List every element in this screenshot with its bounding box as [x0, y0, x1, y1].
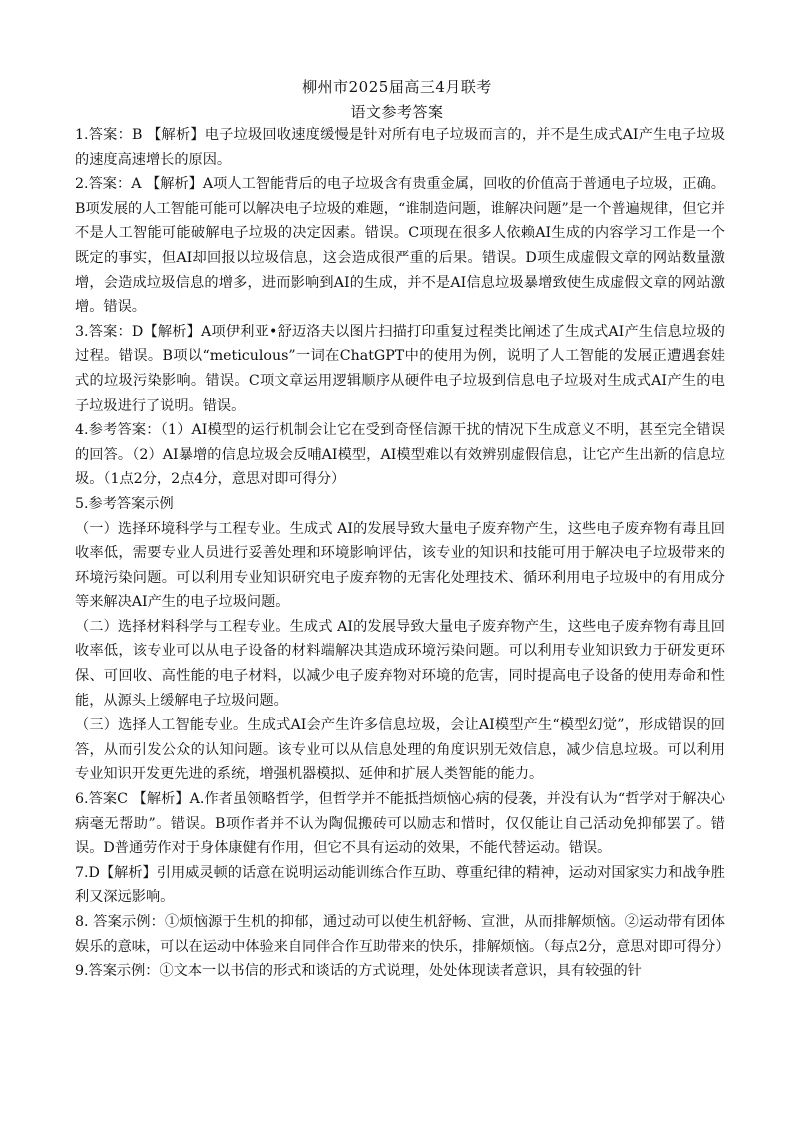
page-subtitle: 语文参考答案: [350, 103, 444, 121]
answer-6: 6.答案C 【解析】A.作者虽领略哲学，但哲学并不能抵挡烦恼心病的侵袭，并没有认为“哲学对于解决心病毫无帮助”。错误。B项作者并不认为陶侃搬砖可以励志和惜时，仅仅能让自己活动免抑郁罢了。错误。D普通劳作对于身体康健有作用，但它不具有运动的效果，不能代替运动。错误。: [75, 791, 725, 857]
answer-body: [75, 123, 730, 984]
page-title: 柳州市2025届高三4月联考: [302, 78, 492, 96]
answer-9: 9.答案示例：①文本一以书信的形式和谈话的方式说理，处处体现读者意识，具有较强的针: [75, 963, 642, 980]
answer-1: 1.答案：B 【解析】电子垃圾回收速度缓慢是针对所有电子垃圾而言的，并不是生成式AI产生电子垃圾的速度高速增长的原因。: [75, 127, 725, 168]
answer-4: 4.参考答案：（1）AI模型的运行机制会让它在受到奇怪信源干扰的情况下生成意义不明，甚至完全错误的回答。（2）AI暴增的信息垃圾会反哺AI模型，AI模型难以有效辨别虚假信息，让它产生出新的信息垃圾。（1点2分，2点4分，意思对即可得分）: [75, 422, 725, 488]
answer-3: 3.答案：D【解析】A项伊利亚•舒迈洛夫以图片扫描打印重复过程类比阐述了生成式AI产生信息垃圾的过程。错误。B项以“meticulous”一词在ChatGPT中的使用为例，说明了人工智能的发展正遭遇套娃式的垃圾污染影响。错误。C项文章运用逻辑顺序从硬件电子垃圾到信息电子垃圾对生成式AI产生的电子垃圾进行了说明。错误。: [75, 323, 725, 414]
answer-2: 2.答案：A 【解析】A项人工智能背后的电子垃圾含有贵重金属，回收的价值高于普通电子垃圾，正确。B项发展的人工智能可能可以解决电子垃圾的难题，“谁制造问题，谁解决问题”是一个普遍规律，但它并不是人工智能可能破解电子垃圾的决定因素。错误。C项现在很多人依赖AI生成的内容学习工作是一个既定的事实，但AI却回报以垃圾信息，这会造成很严重的后果。错误。D项生成虚假文章的网站数量激增，会造成垃圾信息的增多，进而影响到AI的生成，并不是AI信息垃圾暴增致使生成虚假文章的网站激增。错误。: [75, 176, 725, 316]
answer-5-option-1: （一）选择环境科学与工程专业。生成式 AI的发展导致大量电子废弃物产生，这些电子废弃物有毒且回收率低，需要专业人员进行妥善处理和环境影响评估，该专业的知识和技能可用于解决电子垃圾带来的环境污染问题。可以利用专业知识研究电子废弃物的无害化处理技术、循环利用电子垃圾中的有用成分等来解决AI产生的电子垃圾问题。: [75, 520, 725, 611]
answer-5-option-3: （三）选择人工智能专业。生成式AI会产生许多信息垃圾，会让AI模型产生“模型幻觉”，形成错误的回答，从而引发公众的认知问题。该专业可以从信息处理的角度识别无效信息，减少信息垃圾。可以利用专业知识开发更先进的系统，增强机器模拟、延伸和扩展人类智能的能力。: [75, 717, 725, 783]
answer-5-heading: 5.参考答案示例: [75, 495, 174, 512]
answer-7: 7.D【解析】引用威灵顿的话意在说明运动能训练合作互助、尊重纪律的精神，运动对国家实力和战争胜利又深远影响。: [75, 864, 725, 906]
answer-8: 8. 答案示例：①烦恼源于生机的抑郁，通过动可以使生机舒畅、宣泄，从而排解烦恼。②运动带有团体娱乐的意味，可以在运动中体验来自同伴合作互助带来的快乐，排解烦恼。（每点2分，意思对即可得分）: [75, 914, 730, 955]
answer-5-option-2: （二）选择材料科学与工程专业。生成式 AI的发展导致大量电子废弃物产生，这些电子废弃物有毒且回收率低，该专业可以从电子设备的材料端解决其造成环境污染问题。可以利用专业知识致力于研发更环保、可回收、高性能的电子材料，以减少电子废弃物对环境的危害，同时提高电子设备的使用寿命和性能，从源头上缓解电子垃圾问题。: [75, 618, 725, 709]
